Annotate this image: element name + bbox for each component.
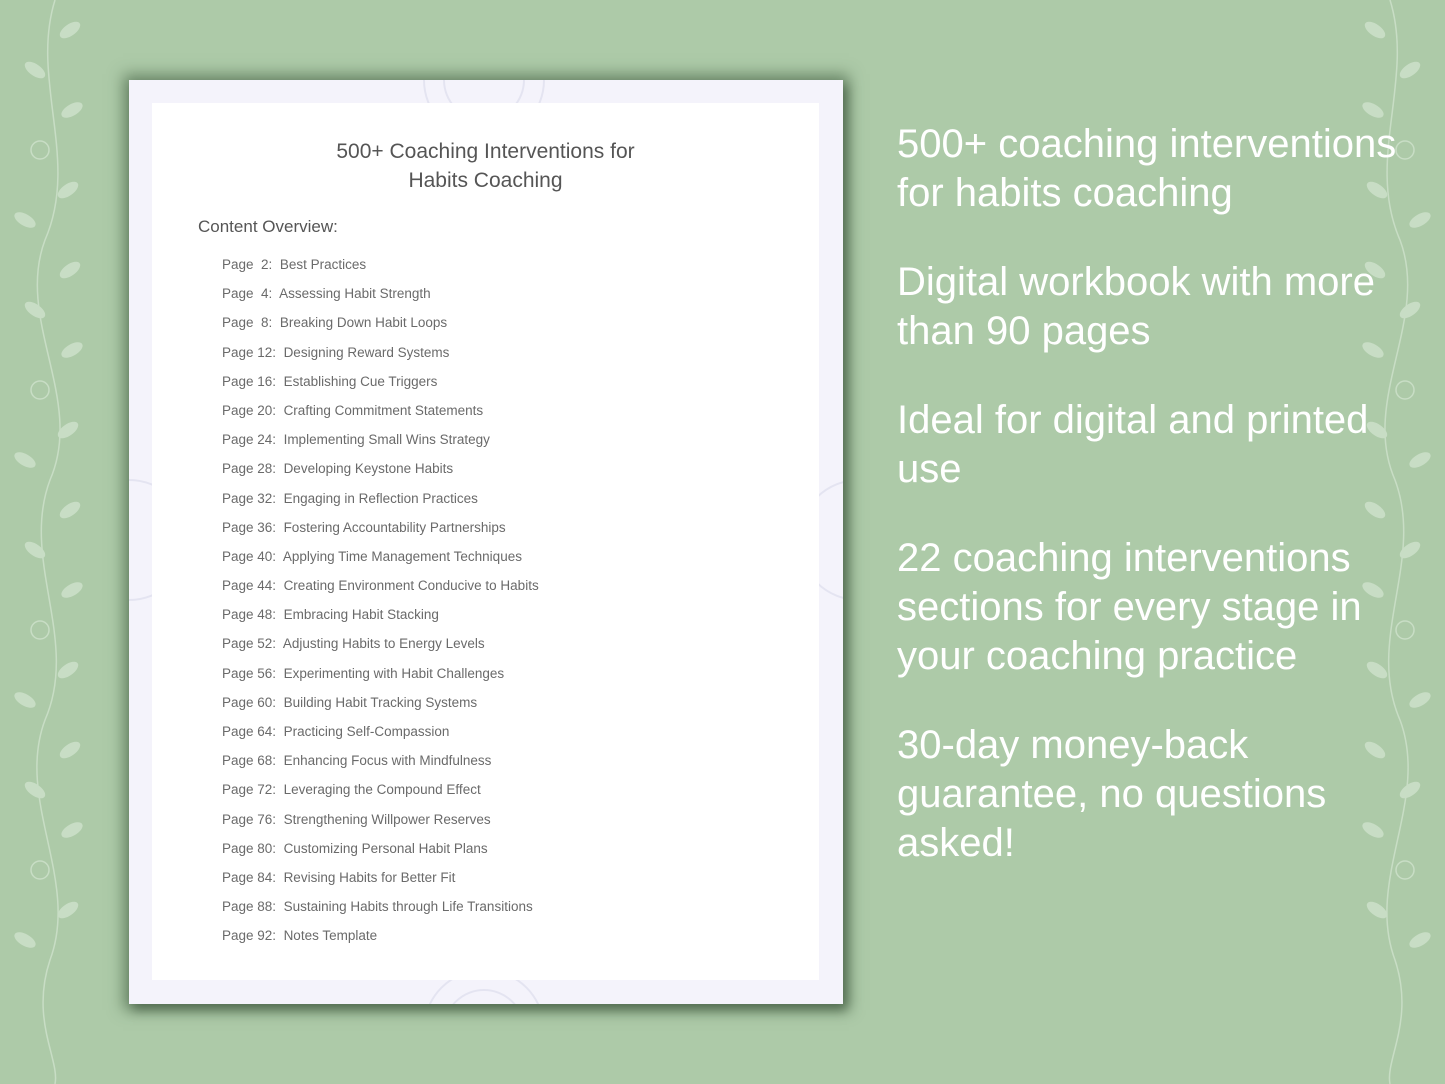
toc-entry: [222, 780, 539, 809]
table-of-contents: [222, 255, 539, 956]
page-content: [152, 103, 819, 980]
toc-page-number: Page 12:: [222, 344, 277, 360]
toc-page-number: Page 44:: [222, 578, 277, 594]
toc-page-number: Page 72:: [222, 782, 277, 798]
toc-entry: [222, 430, 539, 459]
toc-section-title: Best Practices: [279, 257, 367, 272]
toc-entry: [222, 926, 539, 955]
toc-page-number: Page 24:: [222, 432, 277, 448]
toc-page-number: Page 76:: [222, 811, 277, 827]
toc-entry: [222, 664, 539, 693]
toc-page-number: Page 36:: [222, 519, 277, 535]
floral-vine-decoration-left: [0, 0, 110, 1084]
toc-entry: [222, 255, 539, 284]
document-title: [152, 137, 819, 195]
content-overview-label: Content Overview:: [198, 217, 338, 236]
toc-section-title: Creating Environment Conducive to Habits: [283, 578, 539, 594]
toc-page-number: Page 64:: [222, 724, 277, 739]
toc-section-title: Establishing Cue Triggers: [283, 373, 438, 389]
feature-item: Digital workbook with more than 90 pages: [897, 260, 1375, 353]
toc-section-title: Building Habit Tracking Systems: [283, 694, 478, 710]
toc-section-title: Revising Habits for Better Fit: [283, 869, 456, 885]
toc-section-title: Developing Keystone Habits: [283, 461, 454, 477]
toc-page-number: Page 32:: [222, 490, 277, 506]
title-line-2: Habits Coaching: [408, 169, 563, 192]
toc-entry: [222, 401, 539, 430]
toc-section-title: Assessing Habit Strength: [279, 286, 431, 302]
toc-page-number: Page 28:: [222, 461, 277, 477]
toc-page-number: Page 80:: [222, 840, 277, 856]
toc-section-title: Implementing Small Wins Strategy: [283, 432, 490, 448]
toc-entry: [222, 634, 539, 663]
toc-page-number: Page 16:: [222, 373, 277, 389]
toc-entry: [222, 693, 539, 722]
toc-entry: [222, 751, 539, 780]
toc-entry: [222, 547, 539, 576]
title-line-1: 500+ Coaching Interventions for: [336, 140, 635, 163]
toc-section-title: Enhancing Focus with Mindfulness: [283, 753, 492, 769]
toc-page-number: Page 20:: [222, 402, 277, 418]
feature-item: 500+ coaching interventions for habits coaching: [897, 122, 1397, 215]
toc-page-number: Page 4:: [222, 286, 273, 302]
toc-entry: [222, 372, 539, 401]
workbook-page-preview: [129, 80, 843, 1004]
toc-page-number: Page 56:: [222, 665, 277, 681]
toc-section-title: Experimenting with Habit Challenges: [283, 665, 505, 681]
toc-page-number: Page 8:: [222, 315, 273, 331]
toc-section-title: Applying Time Management Techniques: [282, 548, 522, 564]
toc-section-title: Practicing Self-Compassion: [283, 724, 450, 739]
toc-entry: [222, 868, 539, 897]
toc-section-title: Strengthening Willpower Reserves: [283, 811, 491, 827]
toc-entry: [222, 722, 539, 751]
feature-item: 30-day money-back guarantee, no questions asked!: [897, 723, 1327, 865]
toc-page-number: Page 84:: [222, 869, 277, 885]
toc-page-number: Page 68:: [222, 753, 277, 769]
toc-entry: [222, 576, 539, 605]
toc-page-number: Page 60:: [222, 694, 277, 710]
toc-page-number: Page 2:: [222, 257, 273, 272]
toc-section-title: Embracing Habit Stacking: [283, 607, 439, 623]
toc-page-number: Page 40:: [222, 548, 277, 564]
toc-section-title: Breaking Down Habit Loops: [279, 315, 448, 331]
toc-entry: [222, 605, 539, 634]
toc-entry: [222, 518, 539, 547]
toc-section-title: Fostering Accountability Partnerships: [283, 519, 506, 535]
toc-section-title: Notes Template: [283, 928, 378, 944]
toc-page-number: Page 52:: [222, 636, 277, 652]
toc-page-number: Page 48:: [222, 607, 277, 623]
toc-page-number: Page 88:: [222, 899, 277, 915]
toc-entry: [222, 313, 539, 342]
toc-section-title: Sustaining Habits through Life Transitions: [283, 899, 533, 915]
toc-entry: [222, 897, 539, 926]
toc-entry: [222, 489, 539, 518]
toc-entry: [222, 839, 539, 868]
toc-entry: [222, 810, 539, 839]
toc-section-title: Designing Reward Systems: [283, 344, 450, 360]
toc-page-number: Page 92:: [222, 928, 277, 944]
toc-section-title: Customizing Personal Habit Plans: [283, 840, 488, 856]
feature-list: [897, 120, 1417, 908]
toc-section-title: Engaging in Reflection Practices: [283, 490, 478, 506]
feature-item: 22 coaching interventions sections for every stage in your coaching practice: [897, 536, 1362, 678]
feature-item: Ideal for digital and printed use: [897, 398, 1369, 491]
toc-section-title: Crafting Commitment Statements: [283, 402, 484, 418]
toc-entry: [222, 343, 539, 372]
toc-entry: [222, 284, 539, 313]
toc-section-title: Adjusting Habits to Energy Levels: [282, 636, 485, 652]
toc-entry: [222, 459, 539, 488]
toc-section-title: Leveraging the Compound Effect: [283, 782, 481, 798]
